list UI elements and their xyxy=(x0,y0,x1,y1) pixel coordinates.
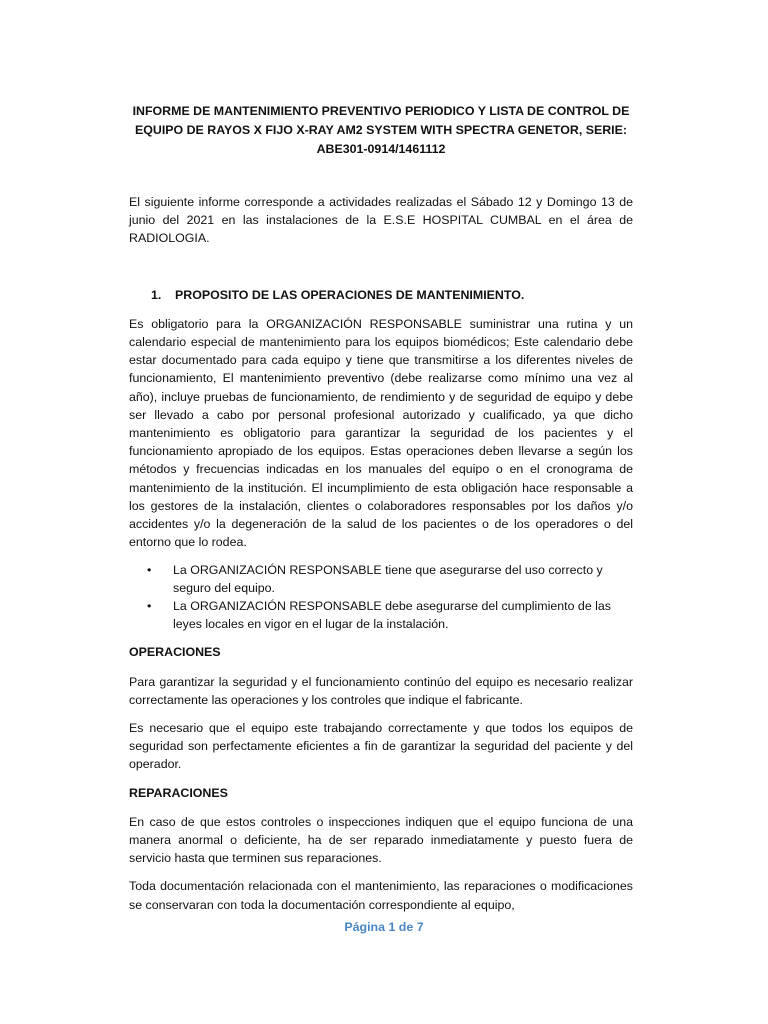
section-1-paragraph: Es obligatorio para la ORGANIZACIÓN RESPONSABLE suministrar una rutina y un calendario especial de mantenimiento para los equipos biomédicos; Este calendario debe estar documentado para cada equipo y tiene que transmitirse a los diferentes niveles de funcionamiento, El mantenimiento preventivo (debe realizarse como mínimo una vez al año), incluye pruebas de funcionamiento, de rendimiento y de seguridad de equipo y debe ser llevado a cabo por personal profesional autorizado y cualificado, ya que dicho mantenimiento es obligatorio para garantizar la seguridad de los pacientes y el funcionamiento apropiado de los equipos. Estas operaciones deben llevarse a según los métodos y frecuencias indicadas en los manuales del equipo o en el cronograma de mantenimiento de la institución. El incumplimiento de esta obligación hace responsable a los gestores de la instalación, clientes o colaboradores responsables por los daños y/o accidentes y/o la degeneración de la salud de los pacientes o de los operadores o del entorno que lo rodea. xyxy=(129,316,633,550)
document-title xyxy=(125,102,637,159)
title-line-2: EQUIPO DE RAYOS X FIJO X-RAY AM2 SYSTEM WITH SPECTRA GENETOR, SERIE: xyxy=(134,123,628,137)
bullet-item xyxy=(147,597,633,633)
reparaciones-paragraph-2: Toda documentación relacionada con el mantenimiento, las reparaciones o modificaciones se conservaran con toda la documentación correspondiente al equipo, xyxy=(129,879,633,912)
reparaciones-heading: REPARACIONES xyxy=(129,785,228,800)
title-line-1: INFORME DE MANTENIMIENTO PREVENTIVO PERIODICO Y LISTA DE CONTROL DE xyxy=(132,104,630,118)
operaciones-heading: OPERACIONES xyxy=(129,645,221,660)
section-1-bullet-list xyxy=(129,561,633,633)
operaciones-paragraph-1: Para garantizar la seguridad y el funcionamiento continúo del equipo es necesario realizar correctamente las operaciones y los controles que indique el fabricante. xyxy=(129,674,633,707)
document-body xyxy=(129,102,633,924)
section-1-number: 1. xyxy=(151,287,162,302)
bullet-text: La ORGANIZACIÓN RESPONSABLE debe asegurarse del cumplimiento de las leyes locales en vigor en el lugar de la instalación. xyxy=(173,599,611,632)
bullet-item xyxy=(147,561,633,597)
title-line-3: ABE301-0914/1461112 xyxy=(316,142,446,156)
page-number-footer: Página 1 de 7 xyxy=(344,920,424,934)
bullet-text: La ORGANIZACIÓN RESPONSABLE tiene que asegurarse del uso correcto y seguro del equipo. xyxy=(173,563,603,596)
operaciones-paragraph-2: Es necesario que el equipo este trabajando correctamente y que todos los equipos de seguridad son perfectamente eficientes a fin de garantizar la seguridad del paciente y del operador. xyxy=(129,721,633,772)
bullet-icon: • xyxy=(147,563,152,578)
section-1-heading xyxy=(129,286,633,304)
intro-paragraph: El siguiente informe corresponde a actividades realizadas el Sábado 12 y Domingo 13 de junio del 2021 en las instalaciones de la E.S.E HOSPITAL CUMBAL en el área de RADIOLOGIA. xyxy=(129,195,633,246)
bullet-icon: • xyxy=(147,599,152,614)
reparaciones-paragraph-1: En caso de que estos controles o inspecciones indiquen que el equipo funciona de una manera anormal o deficiente, ha de ser reparado inmediatamente y puesto fuera de servicio hasta que terminen sus reparaciones. xyxy=(129,814,633,866)
section-1-title: PROPOSITO DE LAS OPERACIONES DE MANTENIMIENTO. xyxy=(175,287,525,302)
